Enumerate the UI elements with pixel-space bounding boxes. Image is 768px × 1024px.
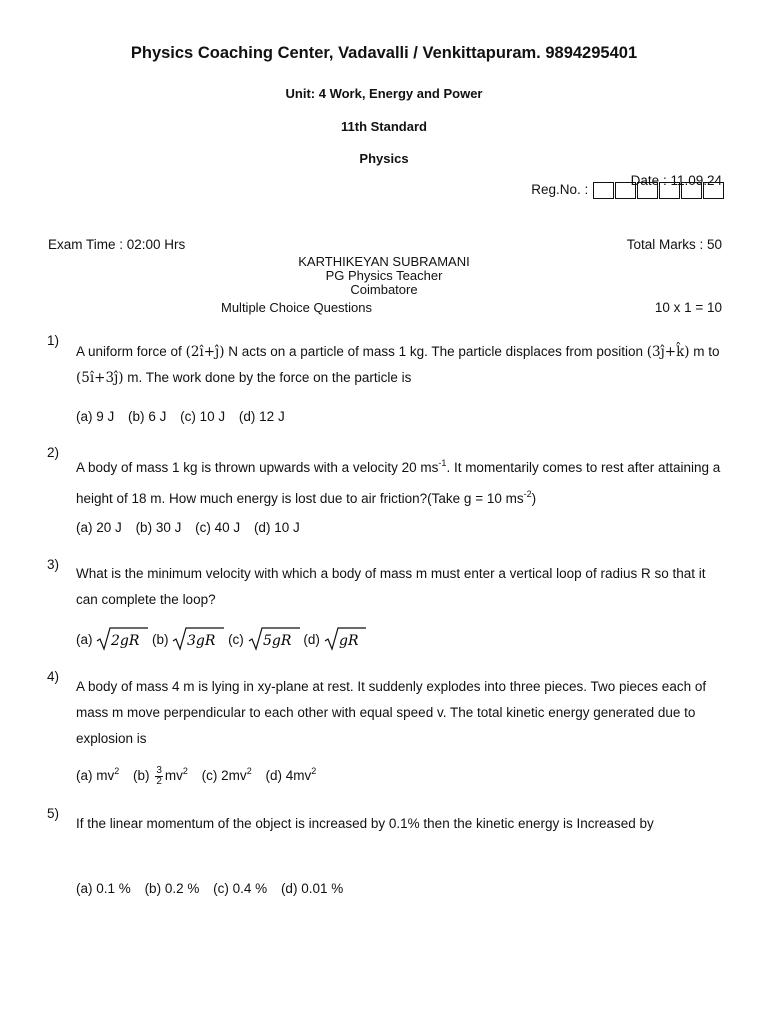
question-text: A body of mass 1 kg is thrown upwards with a velocity 20 $ms^{-1}$. It momentarily comes to rest after attaining a height of 18 m. How much energy is lost due to air friction?(Take g = 10 $ms^{-2}$): [76, 458, 721, 506]
question-text: A uniform force of (2î+ĵ) N acts on a particle of mass 1 kg. The particle displaces from position (3ĵ+k̂) m to (5î+3ĵ) m. The work done by the force on the particle is: [76, 344, 720, 386]
force-vector: (2î+ĵ): [185, 344, 225, 360]
option[interactable]: 0.4 %: [232, 881, 268, 896]
option[interactable]: 30 J: [155, 520, 182, 535]
svg-text:gR: gR: [338, 633, 359, 649]
reg-box[interactable]: [637, 182, 658, 199]
svg-text:2gR: 2gR: [111, 633, 140, 649]
sqrt-expression[interactable]: [96, 626, 148, 655]
options-row: (a) 2gR (b) 3gR (c) 5gR (d) gR: [76, 626, 366, 655]
teacher-block: [0, 255, 768, 297]
option[interactable]: 0.2 %: [164, 881, 200, 896]
teacher-name: KARTHIKEYAN SUBRAMANI: [298, 254, 470, 269]
subject-heading: Physics: [359, 151, 409, 166]
question-number: 1): [47, 333, 60, 348]
position-vector: (5î+3ĵ): [76, 370, 124, 386]
question-number: 3): [47, 557, 60, 572]
question-text: A body of mass 4 m is lying in xy-plane at rest. It suddenly explodes into three pieces. Two pieces each of mass m move perpendicular to each other with equal speed v. The total kinetic energy generated due to explosion is: [76, 679, 707, 746]
sqrt-expression[interactable]: [248, 626, 300, 655]
svg-text:3gR: 3gR: [187, 633, 216, 649]
position-vector: (3ĵ+k̂): [646, 344, 690, 360]
exam-time: Exam Time : 02:00 Hrs: [48, 237, 186, 252]
sqrt-sign-icon: [324, 626, 366, 652]
exam-date: Date : 11.09.24: [630, 173, 722, 188]
reg-box[interactable]: [681, 182, 702, 199]
sqrt-expression[interactable]: [172, 626, 224, 655]
unit-heading: Unit: 4 Work, Energy and Power: [285, 86, 483, 101]
question-text: What is the minimum velocity with which a body of mass m must enter a vertical loop of radius R so that it can complete the loop?: [76, 566, 706, 607]
teacher-city: Coimbatore: [350, 282, 418, 297]
options-row: (a) $mv^2$ (b) $\frac{3}{2}$ $mv^2$ (c) $2mv^2$ (d) $4mv^2$: [76, 765, 317, 787]
options-row: (a) 9 J (b) 6 J (c) 10 J (d) 12 J: [76, 409, 285, 424]
option[interactable]: 20 J: [96, 520, 122, 535]
fraction: $\frac{3}{2}$: [156, 765, 162, 787]
teacher-role: PG Physics Teacher: [325, 268, 443, 283]
question-number: 5): [47, 806, 60, 821]
total-marks: Total Marks : 50: [626, 237, 722, 252]
option[interactable]: $\frac{3}{2}$ $mv^2$: [156, 765, 188, 787]
section-marks: 10 x 1 = 10: [654, 300, 722, 315]
sqrt-sign-icon: [96, 626, 148, 652]
option[interactable]: 9 J: [96, 409, 115, 424]
reg-box[interactable]: [615, 182, 636, 199]
page-title: Physics Coaching Center, Vadavalli / Venkittapuram. 9894295401: [130, 44, 638, 62]
svg-text:5gR: 5gR: [262, 633, 291, 649]
standard-heading: 11th Standard: [341, 119, 427, 134]
options-row: (a) 20 J (b) 30 J (c) 40 J (d) 10 J: [76, 520, 300, 535]
options-row: (a) 0.1 % (b) 0.2 % (c) 0.4 % (d) 0.01 %: [76, 881, 344, 896]
option[interactable]: 0.01 %: [301, 881, 344, 896]
sqrt-sign-icon: [248, 626, 300, 652]
question-number: 2): [47, 445, 60, 460]
reg-box[interactable]: [659, 182, 680, 199]
option[interactable]: 10 J: [274, 520, 300, 535]
question-text: If the linear momentum of the object is increased by 0.1% then the kinetic energy is Increased by: [76, 816, 654, 831]
option[interactable]: 40 J: [214, 520, 241, 535]
option[interactable]: $mv^2$: [96, 766, 120, 784]
question-number: 4): [47, 669, 60, 684]
reg-box[interactable]: [703, 182, 724, 199]
reg-number-row: [531, 182, 724, 199]
option[interactable]: 10 J: [199, 409, 226, 424]
option[interactable]: 0.1 %: [96, 881, 131, 896]
section-title: Multiple Choice Questions: [221, 300, 373, 315]
option[interactable]: $4mv^2$: [285, 766, 317, 784]
reg-label: Reg.No. :: [531, 182, 589, 198]
sqrt-expression[interactable]: [324, 626, 366, 655]
reg-box[interactable]: [593, 182, 614, 199]
option[interactable]: $2mv^2$: [221, 766, 252, 784]
option[interactable]: 6 J: [148, 409, 167, 424]
sqrt-sign-icon: [172, 626, 224, 652]
option[interactable]: 12 J: [259, 409, 285, 424]
